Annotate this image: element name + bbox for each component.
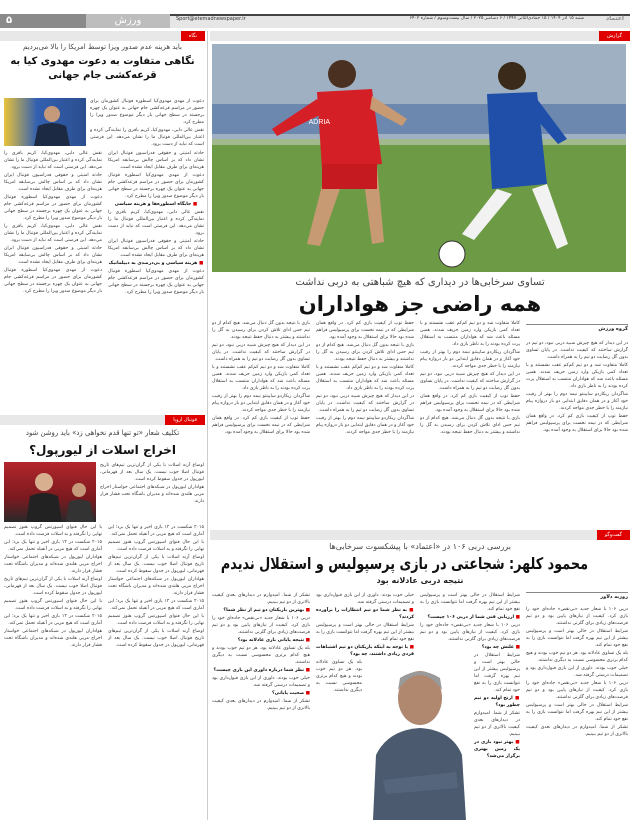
article-paragraph: کاملا متفاوت شد و دو تیم کم‌کم عقب نشستند و با تعداد کمی بازیکن وارد زمین حریف شدند. همین مسئله باعث شد که هواداران منتسب به استقلال پرت کرده بودند را به ناظر بازی داد.	[526, 363, 628, 389]
article-paragraph: شاگردان ریکاردو ساپینتو نیمه دوم را بهتر از رقیب خود آغاز و در همان دقایق ابتدایی دو بار دروازه پیام نیازمند را با خطر جدی مواجه کردند.	[420, 350, 520, 369]
article-paragraph: دربی ۱۰۶ با شعار جدید «بی‌نقص» جاده‌ای خود را بازی کرد. کیفیت از نیازهای پایین بود و دو تیم فرصت‌های زیادی برای گلزنی نداشتند.	[526, 607, 628, 626]
article-paragraph: بله یک تساوی عادلانه بود. هر دو تیم خوب بودند و هیچ کدام برتری محسوسی نسبت به دیگری نداشتند.	[316, 660, 362, 693]
interview-question: ■ با توجه به اینکه بازیکنان دو تیم اشتباهات فردی زیادی داشتند، چه بود؟	[316, 644, 414, 658]
mahdavikia-portrait	[4, 98, 86, 146]
article-paragraph: شرایط استقلال در حالی بهتر است و پرسپولیس بیشتر از این تیم بهره گرفت اما نتوانست بازی را به نفع خود تمام کند.	[420, 593, 520, 612]
article-paragraph: کاملا متفاوت شد و دو تیم کم‌کم عقب نشستند و با تعداد کمی بازیکن وارد زمین حریف شدند. همین مسئله باعث شد که هواداران منتسب به استقلال پرت کرده بودند را به ناظر بازی داد.	[316, 365, 414, 391]
interview-question: ■ صحبت پایانی؟	[212, 690, 310, 697]
article-paragraph: حفظ توپ از کیفیت بازی کم کرد. در واقع همان شرایطی که در نیمه نخست برای پرسپولیس فراهم شده بود حالا برای استقلال به وجود آمده بود.	[420, 394, 520, 413]
date-line: شنبه ۱۵ آذر ۱۴۰۴ / ۱۵ جمادی‌الثانی ۱۴۴۷ / ۶ دسامبر ۲۰۲۵ / سال بیست‌وسوم / شماره ۶۴۰۲	[409, 16, 584, 21]
opinion-headline: نگاهی متفاوت به دعوت مهدوی کیا به قرعه‌کشی جام جهانی	[10, 56, 195, 81]
europe-kicker: تکلیف شعار «تو تنها قدم نخواهی زد» باید روشن شود	[25, 428, 180, 437]
article-paragraph: نقش عالی دایی، مهدوی‌کیا، کریم باقری را نمایندگی کرده و اعتبار بین‌المللی فوتبال ما را نشان می‌دهد. این فرصتی است که نباید از دست برود.	[4, 151, 102, 170]
interview-question: ■ ارنج اولیه دو تیم چطور بود؟	[420, 695, 520, 709]
article-paragraph: با این حال فنواى اسپورتس گروپ هنوز تصمیم نهایی را نگرفته و به اسلات فرصت داده است.	[108, 540, 204, 552]
article-paragraph: حفظ توپ از کیفیت بازی کم کرد. در واقع همان شرایطی که در نیمه نخست برای پرسپولیس فراهم شده بود حالا برای استقلال به وجود آمده بود.	[212, 416, 310, 435]
newspaper-logo: اعتماد	[606, 15, 624, 22]
article-paragraph: حفظ توپ از کیفیت بازی کم کرد. در واقع همان شرایطی که در نیمه نخست برای پرسپولیس فراهم شده بود حالا برای استقلال به وجود آمده بود.	[316, 321, 414, 340]
mahdavikia-photo	[4, 98, 86, 146]
article-paragraph: بازی با نتیجه بدون گل دنبال می‌شد. هیچ کدام از دو تیم حس ادای تلاش کردن برای رسیدن به گل را نداشتند و بیشتر به دنبال حفظ نتیجه بودند.	[316, 343, 414, 362]
article-paragraph: هواداران لیورپول در شبکه‌های اجتماعی خواستار اخراج مربی هلندی شده‌اند و مدیران باشگاه تحت فشار قرار دارند.	[108, 577, 204, 596]
article-paragraph: نقش عالی دایی، مهدوی‌کیا، کریم باقری را نمایندگی کرده و اعتبار بین‌المللی فوتبال ما را نشان می‌دهد. این فرصتی است که نباید از دست برود.	[90, 128, 204, 147]
article-paragraph: بازی با نتیجه بدون گل دنبال می‌شد. هیچ کدام از دو تیم حس ادای تلاش کردن برای رسیدن به گل را نداشتند و بیشتر به دنبال حفظ نتیجه بودند.	[212, 321, 310, 340]
article-paragraph: شاگردان ریکاردو ساپینتو نیمه دوم را بهتر از رقیب خود آغاز و در همان دقایق ابتدایی دو بار دروازه پیام نیازمند را با خطر جدی مواجه کردند.	[316, 416, 414, 435]
article-paragraph: تشکر از شما. امیدوارم در دیدارهای بعدی کیفیت بالاتری از دو تیم ببینیم.	[526, 725, 628, 737]
article-paragraph: شاگردان ریکاردو ساپینتو نیمه دوم را بهتر از رقیب خود آغاز و در همان دقایق ابتدایی دو بار دروازه پیام نیازمند را با خطر جدی مواجه کردند.	[212, 394, 310, 413]
interview-subhead: نتیجه دربی عادلانه بود	[376, 576, 464, 585]
article-paragraph: حفظ توپ از کیفیت بازی کم کرد. در واقع همان شرایطی که در نیمه نخست برای پرسپولیس فراهم شده بود حالا برای استقلال به وجود آمده بود.	[526, 414, 628, 433]
article-paragraph: اوضاع آرنه اسلات با یکی از گران‌ترین تیم‌های تاریخ فوتبال اصلا خوب نیست. یک سال بعد از قهرمانی، لیورپول در جدول سقوط کرده است.	[108, 555, 204, 574]
article-paragraph: خیلی خوب بودند. داوری از این بازی قبول‌داری بود و تصمیمات درستی گرفته شد.	[526, 666, 628, 678]
report-column-4	[212, 320, 310, 525]
report-column-3	[316, 320, 414, 525]
opinion-kicker: باید هزینه عدم صدور ویزا توسط امریکا را بالا می‌بردیم	[23, 43, 182, 51]
column-divider	[207, 31, 208, 820]
article-paragraph: بله یک تساوی عادلانه بود. هر دو تیم خوب بودند و هیچ کدام برتری محسوسی نسبت به دیگری نداشتند.	[526, 651, 628, 663]
article-paragraph: نقش عالی دایی، مهدوی‌کیا، کریم باقری را نمایندگی کرده و اعتبار بین‌المللی فوتبال ما را نشان می‌دهد. این فرصتی است که نباید از دست برود.	[4, 224, 102, 243]
article-paragraph: شرایط استقلال در حالی بهتر است و پرسپولیس بیشتر از این تیم بهره گرفت اما نتوانست بازی را به نفع خود تمام کند.	[474, 653, 520, 693]
interviewee-photo	[368, 660, 468, 820]
article-paragraph: تشکر از شما. امیدوارم در دیدارهای بعدی کیفیت بالاتری از دو تیم ببینیم.	[212, 593, 310, 605]
report-label-strip	[210, 31, 630, 41]
article-paragraph: ۲۰۱۵ شکست در ۱۲ بازی اخیر و تنها یک برد؛ این آماری است که هیچ مربی در آنفیلد تحمل نمی‌کند.	[4, 540, 102, 552]
europe-text-top	[100, 462, 204, 522]
article-paragraph: شرایط استقلال در حالی بهتر است و پرسپولیس بیشتر از این تیم بهره گرفت اما نتوانست بازی را به نفع خود تمام کند.	[316, 623, 414, 642]
article-paragraph: دربی ۱۰۶ با شعار جدید «بی‌نقص» جاده‌ای خود را بازی کرد. کیفیت از نیازهای پایین بود و دو تیم فرصت‌های زیادی برای گلزنی نداشتند.	[420, 623, 520, 642]
article-paragraph: حادثه امنیتی و حقوقی فدراسیون فوتبال ایران نشان داد که بر اساس چالش بی‌سابقه امریکا هزینه‌ای برای طرف مقابل ایجاد نشده است.	[108, 239, 204, 258]
interview-question: ■ نتیجه پایانی بازی عادلانه بود؟	[212, 637, 310, 644]
section-email: Sport@etemadnewspaper.ir	[176, 16, 246, 22]
article-paragraph: حادثه امنیتی و حقوقی فدراسیون فوتبال ایران نشان داد که بر اساس چالش بی‌سابقه امریکا هزینه‌ای برای طرف مقابل ایجاد نشده است.	[4, 173, 102, 192]
opinion-column-1	[108, 150, 204, 410]
article-paragraph: ۲۰۱۵ شکست در ۱۲ بازی اخیر و تنها یک برد؛ این آماری است که هیچ مربی در آنفیلد تحمل نمی‌کند.	[108, 599, 204, 611]
article-paragraph: ۲۰۱۵ شکست در ۱۲ بازی اخیر و تنها یک برد؛ این آماری است که هیچ مربی در آنفیلد تحمل نمی‌کند.	[108, 525, 204, 537]
article-paragraph: دربی ۱۰۶ با شعار جدید «بی‌نقص» جاده‌ای خود را بازی کرد. کیفیت از نیازهای پایین بود و دو تیم فرصت‌های زیادی برای گلزنی نداشتند.	[526, 681, 628, 700]
players-illustration	[212, 44, 626, 272]
interview-question: ■ نظر شما درباره داوری این بازی چیست؟	[212, 667, 310, 674]
interviewee-portrait	[368, 660, 468, 820]
article-paragraph: بازی با نتیجه بدون گل دنبال می‌شد. هیچ کدام از دو تیم حس ادای تلاش کردن برای رسیدن به گل را نداشتند و بیشتر به دنبال حفظ نتیجه بودند.	[420, 416, 520, 435]
opinion-label: نگاه	[181, 31, 205, 41]
opinion-label-strip	[0, 31, 205, 41]
report-headline: همه راضی جز هواداران	[298, 292, 542, 316]
report-kicker: تساوی سرخابی‌ها در دیداری که هیچ شباهتی به دربی نداشت	[295, 277, 545, 288]
article-paragraph: اوضاع آرنه اسلات با یکی از گران‌ترین تیم‌های تاریخ فوتبال اصلا خوب نیست. یک سال بعد از قهرمانی، لیورپول در جدول سقوط کرده است.	[100, 463, 204, 482]
article-paragraph: هواداران لیورپول در شبکه‌های اجتماعی خواستار اخراج مربی هلندی شده‌اند و مدیران باشگاه تحت فشار قرار دارند.	[100, 485, 204, 504]
article-paragraph: در این دیدار که هیچ چیزش شبیه دربی نبود، دو تیم در گزارش ساختند که کیفیت نداشت. در پایان تساوی بدون گل رضایت دو تیم را به همراه داشت.	[420, 372, 520, 391]
interview-question: ■ بهترین بازیکنان دو تیم از نظر شما؟	[212, 607, 310, 614]
opinion-column-2	[4, 150, 102, 410]
article-paragraph: شرایط استقلال در حالی بهتر است و پرسپولیس بیشتر از این تیم بهره گرفت اما نتوانست بازی را به نفع خود تمام کند.	[526, 629, 628, 648]
article-paragraph: دعوت از مهدی مهدوی‌کیا اسطوره فوتبال کشورمان برای حضور در مراسم قرعه‌کشی جام جهانی به عنوان یک چهره برجسته در سطح جهانی بار دیگر موضوع صدور ویزا را مطرح کرد.	[108, 269, 204, 295]
article-paragraph: در این دیدار که هیچ چیزش شبیه دربی نبود، دو تیم در گزارش ساختند که کیفیت نداشت. در پایان تساوی بدون گل رضایت دو تیم را به همراه داشت.	[526, 341, 628, 360]
report-column-2	[420, 320, 520, 525]
interview-question: ■ ارزیابی فنی شما از دربی ۱۰۶ چیست؟	[420, 614, 520, 621]
section-title: ورزش	[86, 14, 170, 28]
page-number: ۵	[0, 14, 86, 28]
interview-label: گفت‌وگو	[597, 530, 630, 540]
slot-photo	[4, 462, 96, 522]
derby-photo	[212, 44, 626, 272]
article-paragraph: نقش عالی دایی، مهدوی‌کیا، کریم باقری را نمایندگی کرده و اعتبار بین‌المللی فوتبال ما را نشان می‌دهد. این فرصتی است که نباید از دست برود.	[108, 210, 204, 236]
interview-question: ■ به نظر شما دو تیم انتظارات را برآورده کردند؟	[316, 607, 414, 621]
article-paragraph: ۲۰۱۵ شکست در ۱۲ بازی اخیر و تنها یک برد؛ این آماری است که هیچ مربی در آنفیلد تحمل نمی‌کند.	[4, 614, 102, 626]
article-paragraph: با این حال فنواى اسپورتس گروپ هنوز تصمیم نهایی را نگرفته و به اسلات فرصت داده است.	[4, 525, 102, 537]
article-paragraph: بله یک تساوی عادلانه بود. هر دو تیم خوب بودند و هیچ کدام برتری محسوسی نسبت به دیگری نداشتند.	[212, 646, 310, 665]
article-paragraph: هواداران لیورپول در شبکه‌های اجتماعی خواستار اخراج مربی هلندی شده‌اند و مدیران باشگاه تحت فشار قرار دارند.	[4, 555, 102, 574]
article-paragraph: با این حال فنواى اسپورتس گروپ هنوز تصمیم نهایی را نگرفته و به اسلات فرصت داده است.	[4, 599, 102, 611]
article-paragraph: اوضاع آرنه اسلات با یکی از گران‌ترین تیم‌های تاریخ فوتبال اصلا خوب نیست. یک سال بعد از قهرمانی، لیورپول در جدول سقوط کرده است.	[108, 629, 204, 648]
article-paragraph: دعوت از مهدی مهدوی‌کیا اسطوره فوتبال کشورمان برای حضور در مراسم قرعه‌کشی جام جهانی به عنوان یک چهره برجسته در سطح جهانی بار دیگر موضوع صدور ویزا را مطرح کرد.	[90, 99, 204, 125]
article-paragraph: کاملا متفاوت شد و دو تیم کم‌کم عقب نشستند و با تعداد کمی بازیکن وارد زمین حریف شدند. همین مسئله باعث شد که هواداران منتسب به استقلال پرت کرده بودند را به ناظر بازی داد.	[420, 321, 520, 347]
article-paragraph: اوضاع آرنه اسلات با یکی از گران‌ترین تیم‌های تاریخ فوتبال اصلا خوب نیست. یک سال بعد از قهرمانی، لیورپول در جدول سقوط کرده است.	[4, 577, 102, 596]
article-paragraph: در این دیدار که هیچ چیزش شبیه دربی نبود، دو تیم در گزارش ساختند که کیفیت نداشت. در پایان تساوی بدون گل رضایت دو تیم را به همراه داشت.	[212, 343, 310, 362]
article-paragraph: شرایط استقلال در حالی بهتر است و پرسپولیس بیشتر از این تیم بهره گرفت اما نتوانست بازی را به نفع خود تمام کند.	[526, 703, 628, 722]
europe-column-2	[4, 524, 102, 818]
article-paragraph: خیلی خوب بودند. داوری از این بازی قبول‌داری بود و تصمیمات درستی گرفته شد.	[212, 676, 310, 688]
opinion-text-top	[90, 98, 204, 147]
article-paragraph: دربی ۱۰۶ با شعار جدید «بی‌نقص» جاده‌ای خود را بازی کرد. کیفیت از نیازهای پایین بود و دو تیم فرصت‌های زیادی برای گلزنی نداشتند.	[212, 616, 310, 635]
article-paragraph: هواداران لیورپول در شبکه‌های اجتماعی خواستار اخراج مربی هلندی شده‌اند و مدیران باشگاه تحت فشار قرار دارند.	[4, 629, 102, 648]
article-paragraph: دعوت از مهدی مهدوی‌کیا اسطوره فوتبال کشورمان برای حضور در مراسم قرعه‌کشی جام جهانی به عنوان یک چهره برجسته در سطح جهانی بار دیگر موضوع صدور ویزا را مطرح کرد.	[4, 195, 102, 221]
interview-byline: روزبه دلاور	[526, 592, 628, 601]
report-column-1	[526, 340, 628, 525]
europe-headline: اخراج اسلات از لیورپول؟	[29, 443, 176, 457]
article-paragraph: دعوت از مهدی مهدوی‌کیا اسطوره فوتبال کشورمان برای حضور در مراسم قرعه‌کشی جام جهانی به عنوان یک چهره برجسته در سطح جهانی بار دیگر موضوع صدور ویزا را مطرح کرد.	[108, 173, 204, 199]
article-paragraph: تشکر از شما. امیدوارم در دیدارهای بعدی کیفیت بالاتری از دو تیم ببینیم.	[212, 699, 310, 711]
article-paragraph: شاگردان ریکاردو ساپینتو نیمه دوم را بهتر از رقیب خود آغاز و در همان دقایق ابتدایی دو بار دروازه پیام نیازمند را با خطر جدی مواجه کردند.	[526, 392, 628, 411]
article-paragraph: خیلی خوب بودند. داوری از این بازی قبول‌داری بود و تصمیمات درستی گرفته شد.	[316, 593, 414, 605]
report-byline: گروه ورزش	[526, 324, 628, 333]
interview-label-strip	[210, 530, 630, 540]
interview-question: ■ علتش چه بود؟	[420, 644, 520, 651]
article-paragraph: در این دیدار که هیچ چیزش شبیه دربی نبود، دو تیم در گزارش ساختند که کیفیت نداشت. در پایان تساوی بدون گل رضایت دو تیم را به همراه داشت.	[316, 394, 414, 413]
report-label: گزارش	[599, 31, 630, 41]
interview-question: ■ بهتر نبود بازی در یک زمین بهتری برگزار می‌شد؟	[420, 739, 520, 760]
interview-question: ■ جایگاه اسطوره‌ها و هزینه سیاسی	[108, 201, 204, 208]
article-paragraph: کاملا متفاوت شد و دو تیم کم‌کم عقب نشستند و با تعداد کمی بازیکن وارد زمین حریف شدند. همین مسئله باعث شد که هواداران منتسب به استقلال پرت کرده بودند را به ناظر بازی داد.	[212, 365, 310, 391]
europe-label: فوتبال اروپا	[165, 415, 205, 425]
interview-question: ■ هزینه سیاسی و بی‌درصدی به دیپلماتیک	[108, 260, 204, 267]
interview-kicker: بررسی دربی ۱۰۶ در «اعتماد» با پیشکسوت سرخابی‌ها	[329, 542, 511, 551]
interview-column-4	[212, 592, 310, 818]
article-paragraph: با این حال فنواى اسپورتس گروپ هنوز تصمیم نهایی را نگرفته و به اسلات فرصت داده است.	[108, 614, 204, 626]
europe-label-strip	[0, 415, 205, 425]
article-paragraph: حادثه امنیتی و حقوقی فدراسیون فوتبال ایران نشان داد که بر اساس چالش بی‌سابقه امریکا هزینه‌ای برای طرف مقابل ایجاد نشده است.	[108, 151, 204, 170]
interview-headline: محمود کلهر: شجاعتی در بازی پرسپولیس و استقلال ندیدم	[220, 554, 589, 573]
slot-portrait	[4, 462, 96, 522]
interview-column-1	[526, 606, 628, 818]
europe-column-1	[108, 524, 204, 818]
article-paragraph: دعوت از مهدی مهدوی‌کیا اسطوره فوتبال کشورمان برای حضور در مراسم قرعه‌کشی جام جهانی به عنوان یک چهره برجسته در سطح جهانی بار دیگر موضوع صدور ویزا را مطرح کرد.	[4, 268, 102, 294]
article-paragraph: حادثه امنیتی و حقوقی فدراسیون فوتبال ایران نشان داد که بر اساس چالش بی‌سابقه امریکا هزینه‌ای برای طرف مقابل ایجاد نشده است.	[4, 246, 102, 265]
jersey-text: ADRIA	[308, 119, 330, 126]
article-paragraph: تشکر از شما. امیدوارم در دیدارهای بعدی کیفیت بالاتری از دو تیم ببینیم.	[474, 711, 520, 737]
